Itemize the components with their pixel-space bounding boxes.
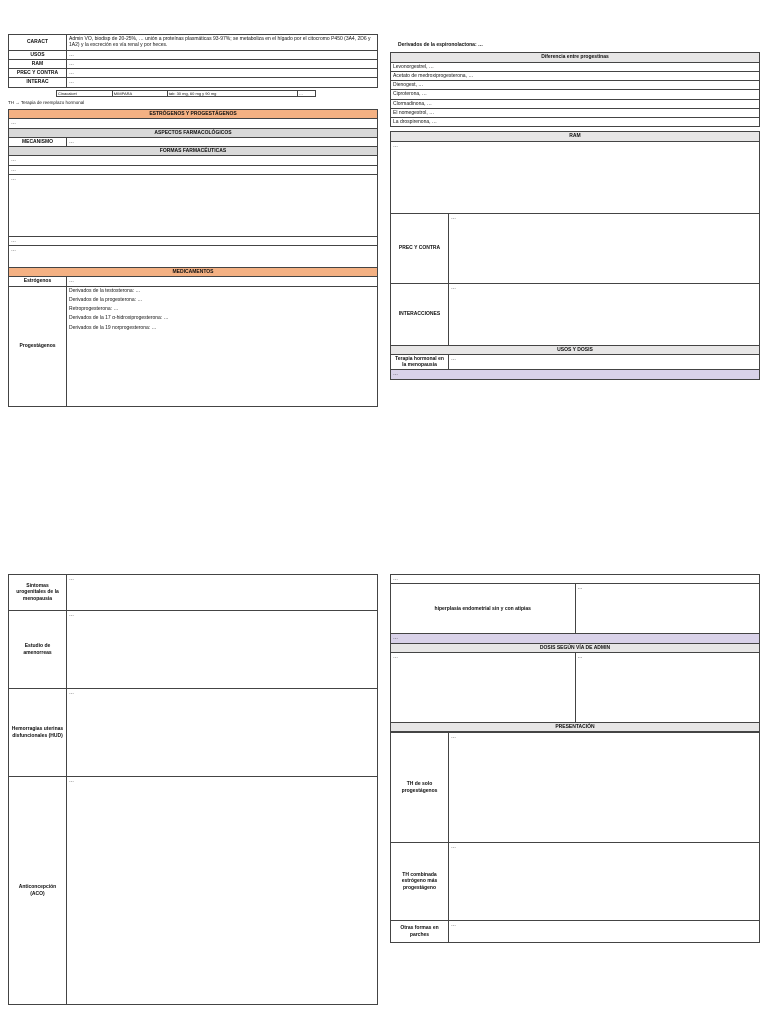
- dosis-right: …: [575, 652, 760, 722]
- row-text: …: [449, 921, 760, 943]
- dose: …: [297, 90, 315, 96]
- ram-table: [390, 131, 760, 379]
- top-text: …: [391, 575, 760, 584]
- table-row: [9, 78, 378, 87]
- presentation-table: [390, 732, 760, 943]
- row-label: hiperplasia endometrial sin y con atipias: [391, 584, 576, 634]
- list-item: Ciproterona, …: [391, 90, 760, 99]
- formas-row: …: [9, 174, 378, 236]
- row-text: …: [449, 733, 760, 843]
- row-label: Hemorragias uterinas disfuncionales (HUD): [9, 689, 67, 777]
- formas-row: …: [9, 236, 378, 245]
- list-item: Derivados de la 17 α-hidroxiprogesterona: …: [69, 315, 169, 322]
- row-text: …: [67, 50, 378, 59]
- row-text: …: [67, 78, 378, 87]
- table-row: [9, 69, 378, 78]
- top-page: [8, 34, 760, 489]
- top-right-column: [390, 34, 760, 380]
- table-row: [9, 59, 378, 68]
- row-label: Síntomas urogenitales de la menopausia: [9, 575, 67, 611]
- formas-row: …: [9, 246, 378, 268]
- row-label: RAM: [9, 59, 67, 68]
- list-item: Derivados de la 19 norprogesterona: …: [69, 324, 157, 331]
- table-row: [57, 90, 316, 96]
- drug-name: Cinacalcet: [57, 90, 113, 96]
- th-note: TH → Terapia de reemplazo hormonal: [8, 99, 85, 105]
- row-label: Estrógenos: [9, 277, 67, 286]
- row-label: INTERAC: [9, 78, 67, 87]
- row-text: …: [67, 69, 378, 78]
- row-text: …: [449, 213, 760, 283]
- row-label: Terapia hormonal en la menopausia: [391, 354, 449, 370]
- list-item: La drospirenona, …: [391, 118, 760, 127]
- hyperplasia-table: [390, 574, 760, 732]
- bottom-left-column: [8, 574, 378, 1005]
- estro-intro: …: [9, 119, 378, 128]
- row-label: TH combinada estrógeno más progestágeno: [391, 843, 449, 921]
- list-item: Retroprogesterona: …: [69, 306, 119, 313]
- formas-row: …: [9, 156, 378, 165]
- list-item: Derivados de la progesterona: …: [69, 296, 143, 303]
- row-text: …: [67, 137, 378, 146]
- row-label: Anticoncepción (ACO): [9, 777, 67, 1005]
- row-label: MECANISMO: [9, 137, 67, 146]
- ram-text: …: [391, 141, 760, 213]
- row-text: …: [449, 354, 760, 370]
- row-text: …: [449, 283, 760, 345]
- row-label: PREC Y CONTRA: [9, 69, 67, 78]
- section-header: DOSIS SEGÚN VÍA DE ADMIN: [391, 643, 760, 652]
- row-text: …: [575, 584, 760, 634]
- row-label: TH de solo progestágenos: [391, 733, 449, 843]
- row-text: …: [67, 575, 378, 611]
- section-header: Diferencia entre progestinas: [391, 53, 760, 62]
- section-header: MEDICAMENTOS: [9, 268, 378, 277]
- row-label: Estudio de amenorreas: [9, 611, 67, 689]
- section-header: FORMAS FARMACÉUTICAS: [9, 147, 378, 156]
- formas-row: …: [9, 165, 378, 174]
- estrogen-table: [8, 109, 378, 407]
- top-left-column: [8, 34, 378, 407]
- row-label: PREC Y CONTRA: [391, 213, 449, 283]
- row-text: Admin VO, biodisp de 20-25%, … unión a proteínas plasmáticas 93-97%; se metaboliza en el hígado por el citocromo P450 (3A4, 2D6 y 1A2) y la excreción es vía renal y por heces.: [67, 35, 378, 51]
- row-text: …: [67, 689, 378, 777]
- row-text: …: [67, 777, 378, 1005]
- list-item: El nomegestrol, …: [391, 108, 760, 117]
- table-row: [9, 50, 378, 59]
- section-header: PRESENTACIÓN: [391, 722, 760, 731]
- row-label: Progestágenos: [9, 286, 67, 406]
- row-label: INTERACCIONES: [391, 283, 449, 345]
- row-label: Otras formas en parches: [391, 921, 449, 943]
- cancer-row: …: [391, 634, 760, 643]
- row-label: USOS: [9, 50, 67, 59]
- section-header: USOS Y DOSIS: [391, 345, 760, 354]
- bottom-right-column: [390, 574, 760, 943]
- cinacalcet-table: [8, 34, 378, 88]
- bottom-page: [8, 574, 760, 1020]
- row-text: …: [67, 59, 378, 68]
- table-row: [9, 35, 378, 51]
- derivados-title: Derivados de la espironolactona: …: [398, 42, 484, 48]
- list-item: Derivados de la testosterona: …: [69, 287, 141, 294]
- section-header: ASPECTOS FARMACOLÓGICOS: [9, 128, 378, 137]
- row-text: …: [67, 277, 378, 286]
- section-header: RAM: [391, 132, 760, 141]
- falla-row: …: [391, 370, 760, 379]
- list-item: Clormadinona, …: [391, 99, 760, 108]
- brand-name: MIMPARA: [112, 90, 167, 96]
- presentation: tab: 30 mg, 60 mg y 90 mg: [167, 90, 297, 96]
- progestagenos-list: [67, 286, 378, 406]
- row-text: …: [449, 843, 760, 921]
- list-item: Levonorgestrel, …: [391, 62, 760, 71]
- section-header: ESTRÓGENOS Y PROGESTÁGENOS: [9, 110, 378, 119]
- list-item: Acetato de medroxiprogesterona, …: [391, 71, 760, 80]
- row-label: CARACT: [9, 35, 67, 51]
- progestin-diff-table: [390, 52, 760, 127]
- row-text: …: [67, 611, 378, 689]
- dosis-left: …: [391, 652, 576, 722]
- uses-table: [8, 574, 378, 1005]
- list-item: Dienogest, …: [391, 81, 760, 90]
- cinacalcet-mini-table: [56, 90, 316, 97]
